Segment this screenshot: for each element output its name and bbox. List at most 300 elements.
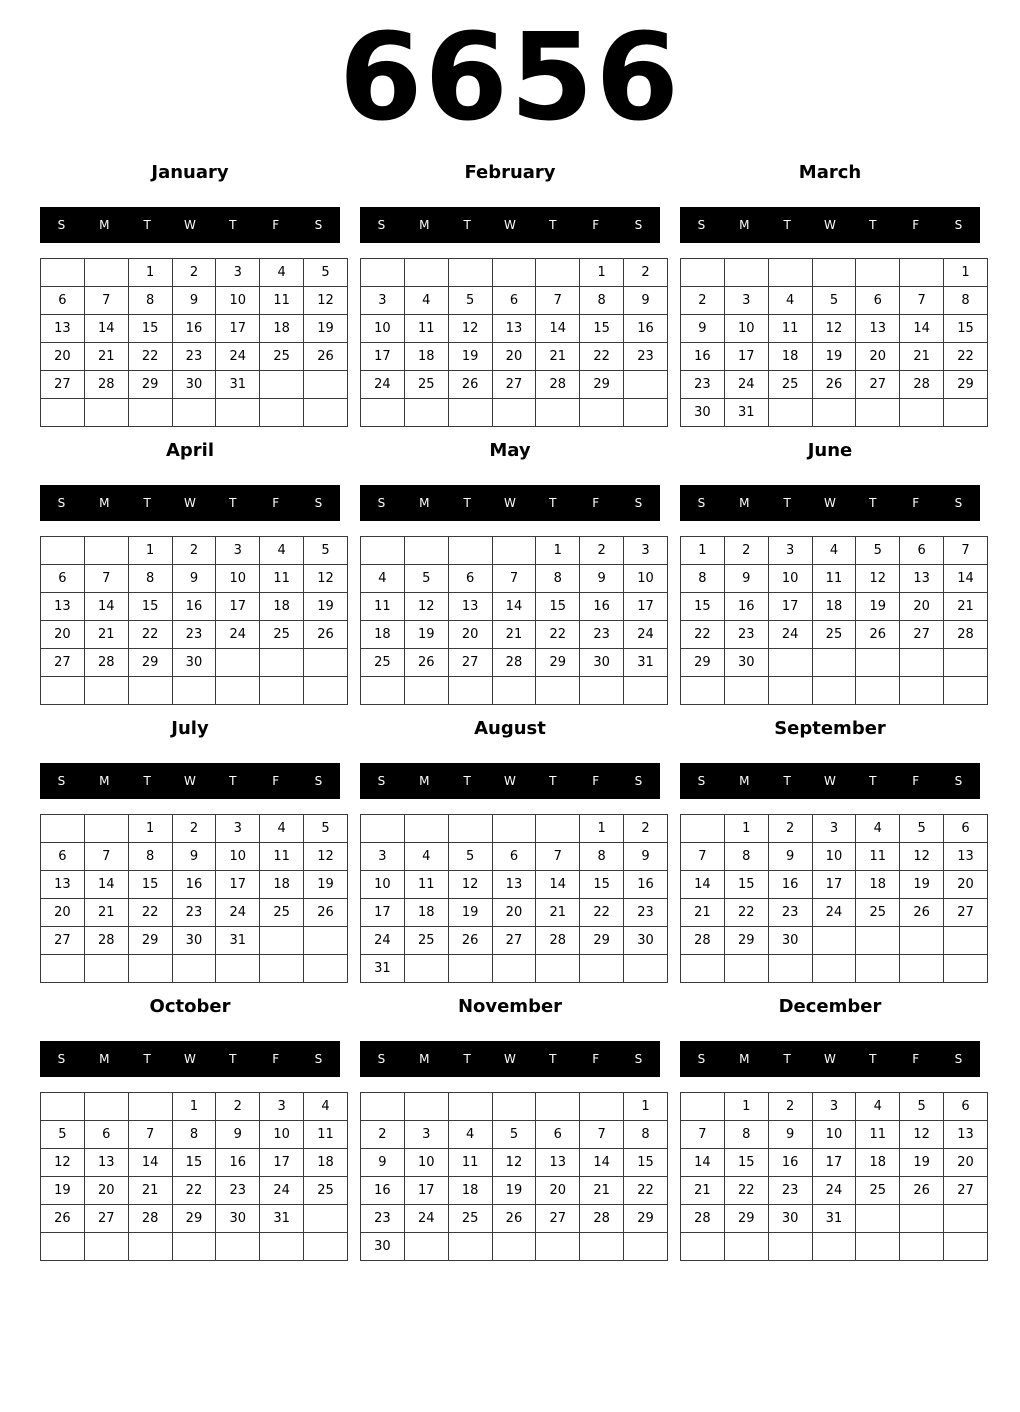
empty-cell bbox=[41, 955, 85, 983]
weekday-header bbox=[680, 763, 980, 799]
day-cell: 10 bbox=[216, 565, 260, 593]
empty-cell bbox=[84, 677, 128, 705]
day-cell: 2 bbox=[580, 537, 624, 565]
empty-cell bbox=[404, 955, 448, 983]
day-cell: 8 bbox=[172, 1121, 216, 1149]
day-cell: 20 bbox=[84, 1177, 128, 1205]
day-cell: 11 bbox=[361, 593, 405, 621]
day-cell: 24 bbox=[216, 621, 260, 649]
day-grid bbox=[360, 536, 668, 705]
month-name: September bbox=[774, 718, 886, 739]
day-cell: 20 bbox=[492, 899, 536, 927]
day-cell: 8 bbox=[580, 287, 624, 315]
day-cell: 23 bbox=[172, 343, 216, 371]
day-cell: 4 bbox=[856, 815, 900, 843]
empty-cell bbox=[404, 815, 448, 843]
weekday-label: F bbox=[272, 496, 280, 510]
day-cell: 27 bbox=[41, 649, 85, 677]
week-row bbox=[41, 537, 348, 565]
weekday-label: S bbox=[377, 218, 386, 232]
week-row bbox=[681, 955, 988, 983]
empty-cell bbox=[944, 399, 988, 427]
day-cell: 28 bbox=[536, 371, 580, 399]
day-cell: 9 bbox=[361, 1149, 405, 1177]
empty-cell bbox=[536, 815, 580, 843]
weekday-header bbox=[360, 485, 660, 521]
day-cell: 24 bbox=[260, 1177, 304, 1205]
weekday-header bbox=[680, 1041, 980, 1077]
day-cell: 7 bbox=[536, 287, 580, 315]
day-cell: 20 bbox=[41, 343, 85, 371]
empty-cell bbox=[900, 649, 944, 677]
empty-cell bbox=[536, 259, 580, 287]
empty-cell bbox=[812, 399, 856, 427]
day-cell: 22 bbox=[580, 899, 624, 927]
empty-cell bbox=[944, 955, 988, 983]
empty-cell bbox=[580, 1233, 624, 1261]
weekday-label: T bbox=[229, 774, 237, 788]
weekday-label: S bbox=[377, 496, 386, 510]
day-cell: 27 bbox=[944, 899, 988, 927]
day-cell: 31 bbox=[624, 649, 668, 677]
empty-cell bbox=[812, 259, 856, 287]
day-cell: 3 bbox=[624, 537, 668, 565]
day-cell: 18 bbox=[361, 621, 405, 649]
empty-cell bbox=[304, 927, 348, 955]
day-cell: 3 bbox=[260, 1093, 304, 1121]
day-cell: 9 bbox=[624, 843, 668, 871]
day-cell: 13 bbox=[41, 593, 85, 621]
weekday-label: F bbox=[592, 496, 600, 510]
day-cell: 5 bbox=[900, 1093, 944, 1121]
empty-cell bbox=[624, 955, 668, 983]
weekday-label: S bbox=[634, 774, 643, 788]
day-cell: 18 bbox=[404, 343, 448, 371]
day-cell: 26 bbox=[900, 899, 944, 927]
day-cell: 9 bbox=[172, 287, 216, 315]
empty-cell bbox=[812, 1233, 856, 1261]
day-cell: 25 bbox=[812, 621, 856, 649]
day-cell: 23 bbox=[724, 621, 768, 649]
day-cell: 11 bbox=[404, 871, 448, 899]
day-cell: 16 bbox=[768, 871, 812, 899]
day-cell: 28 bbox=[84, 371, 128, 399]
day-cell: 10 bbox=[812, 843, 856, 871]
day-cell: 21 bbox=[536, 899, 580, 927]
empty-cell bbox=[260, 1233, 304, 1261]
day-cell: 14 bbox=[84, 593, 128, 621]
empty-cell bbox=[492, 677, 536, 705]
weekday-label: T bbox=[143, 218, 151, 232]
empty-cell bbox=[768, 677, 812, 705]
weekday-label: F bbox=[272, 774, 280, 788]
week-row bbox=[41, 1177, 348, 1205]
day-cell: 11 bbox=[260, 287, 304, 315]
day-cell: 13 bbox=[492, 871, 536, 899]
day-cell: 21 bbox=[84, 621, 128, 649]
week-row bbox=[41, 1093, 348, 1121]
weekday-label: M bbox=[419, 218, 430, 232]
empty-cell bbox=[944, 649, 988, 677]
weekday-label: T bbox=[229, 218, 237, 232]
week-row bbox=[361, 927, 668, 955]
weekday-label: M bbox=[99, 496, 110, 510]
week-row bbox=[361, 1093, 668, 1121]
day-cell: 26 bbox=[304, 343, 348, 371]
weekday-label: T bbox=[463, 774, 471, 788]
weekday-label: M bbox=[739, 1052, 750, 1066]
day-cell: 17 bbox=[812, 1149, 856, 1177]
day-grid bbox=[680, 536, 988, 705]
empty-cell bbox=[404, 1233, 448, 1261]
empty-cell bbox=[624, 677, 668, 705]
day-cell: 21 bbox=[536, 343, 580, 371]
day-cell: 25 bbox=[304, 1177, 348, 1205]
empty-cell bbox=[580, 677, 624, 705]
week-row bbox=[41, 343, 348, 371]
day-cell: 8 bbox=[724, 843, 768, 871]
week-row bbox=[681, 621, 988, 649]
empty-cell bbox=[361, 1093, 405, 1121]
day-grid bbox=[680, 814, 988, 983]
day-cell: 28 bbox=[84, 927, 128, 955]
empty-cell bbox=[536, 399, 580, 427]
day-cell: 24 bbox=[624, 621, 668, 649]
empty-cell bbox=[304, 371, 348, 399]
empty-cell bbox=[260, 955, 304, 983]
weekday-label: M bbox=[739, 774, 750, 788]
empty-cell bbox=[724, 955, 768, 983]
day-cell: 17 bbox=[624, 593, 668, 621]
day-cell: 10 bbox=[404, 1149, 448, 1177]
day-cell: 21 bbox=[128, 1177, 172, 1205]
weekday-label: S bbox=[697, 496, 706, 510]
day-cell: 5 bbox=[448, 843, 492, 871]
week-row bbox=[361, 593, 668, 621]
day-cell: 19 bbox=[900, 1149, 944, 1177]
day-cell: 18 bbox=[260, 593, 304, 621]
day-cell: 12 bbox=[304, 843, 348, 871]
empty-cell bbox=[856, 1205, 900, 1233]
day-cell: 21 bbox=[681, 1177, 725, 1205]
weekday-label: W bbox=[184, 496, 196, 510]
day-cell: 13 bbox=[41, 315, 85, 343]
empty-cell bbox=[856, 677, 900, 705]
day-cell: 15 bbox=[128, 315, 172, 343]
day-cell: 2 bbox=[724, 537, 768, 565]
week-row bbox=[361, 1149, 668, 1177]
empty-cell bbox=[624, 1233, 668, 1261]
day-cell: 1 bbox=[128, 259, 172, 287]
day-cell: 16 bbox=[624, 871, 668, 899]
empty-cell bbox=[41, 259, 85, 287]
week-row bbox=[681, 843, 988, 871]
empty-cell bbox=[172, 677, 216, 705]
day-cell: 1 bbox=[724, 1093, 768, 1121]
empty-cell bbox=[768, 649, 812, 677]
weekday-label: S bbox=[697, 774, 706, 788]
day-cell: 6 bbox=[536, 1121, 580, 1149]
week-row bbox=[361, 399, 668, 427]
weekday-label: T bbox=[143, 1052, 151, 1066]
day-cell: 15 bbox=[580, 315, 624, 343]
day-cell: 14 bbox=[128, 1149, 172, 1177]
empty-cell bbox=[492, 259, 536, 287]
month-name: January bbox=[151, 162, 229, 183]
empty-cell bbox=[304, 1205, 348, 1233]
day-cell: 7 bbox=[84, 287, 128, 315]
weekday-label: T bbox=[549, 218, 557, 232]
empty-cell bbox=[304, 649, 348, 677]
week-row bbox=[361, 871, 668, 899]
day-cell: 14 bbox=[84, 871, 128, 899]
day-cell: 11 bbox=[856, 1121, 900, 1149]
empty-cell bbox=[448, 955, 492, 983]
empty-cell bbox=[448, 815, 492, 843]
week-row bbox=[681, 287, 988, 315]
day-cell: 26 bbox=[41, 1205, 85, 1233]
week-row bbox=[41, 955, 348, 983]
empty-cell bbox=[84, 537, 128, 565]
day-cell: 5 bbox=[492, 1121, 536, 1149]
day-cell: 30 bbox=[768, 927, 812, 955]
empty-cell bbox=[492, 815, 536, 843]
week-row bbox=[681, 1093, 988, 1121]
day-cell: 28 bbox=[900, 371, 944, 399]
empty-cell bbox=[492, 1233, 536, 1261]
empty-cell bbox=[724, 1233, 768, 1261]
day-cell: 11 bbox=[768, 315, 812, 343]
day-cell: 21 bbox=[681, 899, 725, 927]
day-cell: 31 bbox=[216, 927, 260, 955]
day-cell: 6 bbox=[492, 843, 536, 871]
weekday-label: W bbox=[824, 496, 836, 510]
day-cell: 19 bbox=[41, 1177, 85, 1205]
day-cell: 22 bbox=[128, 343, 172, 371]
day-cell: 13 bbox=[944, 843, 988, 871]
weekday-label: W bbox=[184, 218, 196, 232]
empty-cell bbox=[84, 815, 128, 843]
weekday-label: F bbox=[272, 218, 280, 232]
empty-cell bbox=[304, 1233, 348, 1261]
empty-cell bbox=[900, 1233, 944, 1261]
empty-cell bbox=[404, 1093, 448, 1121]
day-cell: 22 bbox=[580, 343, 624, 371]
day-cell: 6 bbox=[944, 1093, 988, 1121]
week-row bbox=[361, 1233, 668, 1261]
day-cell: 8 bbox=[536, 565, 580, 593]
weekday-label: M bbox=[419, 496, 430, 510]
empty-cell bbox=[681, 259, 725, 287]
month-name: February bbox=[464, 162, 556, 183]
week-row bbox=[361, 287, 668, 315]
day-cell: 29 bbox=[724, 927, 768, 955]
day-cell: 6 bbox=[944, 815, 988, 843]
weekday-label: S bbox=[57, 218, 66, 232]
day-cell: 25 bbox=[404, 371, 448, 399]
empty-cell bbox=[812, 677, 856, 705]
day-cell: 13 bbox=[448, 593, 492, 621]
empty-cell bbox=[681, 677, 725, 705]
day-cell: 19 bbox=[856, 593, 900, 621]
empty-cell bbox=[900, 927, 944, 955]
day-grid bbox=[680, 258, 988, 427]
month-name: December bbox=[778, 996, 882, 1017]
day-cell: 16 bbox=[172, 315, 216, 343]
day-cell: 2 bbox=[172, 815, 216, 843]
month-name: April bbox=[165, 440, 215, 461]
day-cell: 29 bbox=[128, 927, 172, 955]
weekday-header bbox=[40, 1041, 340, 1077]
day-cell: 24 bbox=[812, 899, 856, 927]
day-cell: 1 bbox=[724, 815, 768, 843]
weekday-label: S bbox=[634, 496, 643, 510]
day-cell: 20 bbox=[900, 593, 944, 621]
month-name: March bbox=[798, 162, 862, 183]
weekday-label: W bbox=[184, 1052, 196, 1066]
weekday-header bbox=[40, 485, 340, 521]
weekday-label: S bbox=[954, 1052, 963, 1066]
day-cell: 17 bbox=[361, 899, 405, 927]
day-cell: 13 bbox=[900, 565, 944, 593]
day-cell: 20 bbox=[41, 621, 85, 649]
weekday-label: T bbox=[869, 496, 877, 510]
weekday-label: S bbox=[314, 218, 323, 232]
day-cell: 17 bbox=[404, 1177, 448, 1205]
day-cell: 17 bbox=[724, 343, 768, 371]
empty-cell bbox=[944, 927, 988, 955]
empty-cell bbox=[84, 1233, 128, 1261]
day-cell: 11 bbox=[448, 1149, 492, 1177]
empty-cell bbox=[492, 1093, 536, 1121]
day-cell: 24 bbox=[404, 1205, 448, 1233]
week-row bbox=[361, 899, 668, 927]
weekday-label: W bbox=[504, 496, 516, 510]
month-name: November bbox=[457, 996, 563, 1017]
empty-cell bbox=[304, 677, 348, 705]
day-cell: 30 bbox=[724, 649, 768, 677]
weekday-label: W bbox=[824, 218, 836, 232]
day-cell: 19 bbox=[812, 343, 856, 371]
day-cell: 23 bbox=[580, 621, 624, 649]
day-cell: 27 bbox=[856, 371, 900, 399]
day-cell: 25 bbox=[260, 899, 304, 927]
day-grid bbox=[40, 1092, 348, 1261]
month-name: August bbox=[474, 718, 546, 739]
weekday-label: T bbox=[463, 1052, 471, 1066]
day-cell: 8 bbox=[580, 843, 624, 871]
weekday-label: F bbox=[912, 496, 920, 510]
day-cell: 19 bbox=[304, 315, 348, 343]
day-cell: 15 bbox=[172, 1149, 216, 1177]
day-grid bbox=[40, 258, 348, 427]
day-cell: 22 bbox=[128, 621, 172, 649]
week-row bbox=[361, 815, 668, 843]
day-cell: 31 bbox=[260, 1205, 304, 1233]
week-row bbox=[681, 565, 988, 593]
day-cell: 28 bbox=[536, 927, 580, 955]
day-cell: 27 bbox=[536, 1205, 580, 1233]
weekday-label: S bbox=[57, 1052, 66, 1066]
week-row bbox=[41, 843, 348, 871]
day-cell: 19 bbox=[492, 1177, 536, 1205]
day-cell: 16 bbox=[681, 343, 725, 371]
day-cell: 16 bbox=[361, 1177, 405, 1205]
weekday-label: W bbox=[824, 1052, 836, 1066]
empty-cell bbox=[900, 677, 944, 705]
empty-cell bbox=[900, 399, 944, 427]
day-cell: 21 bbox=[900, 343, 944, 371]
weekday-label: T bbox=[143, 496, 151, 510]
day-cell: 11 bbox=[404, 315, 448, 343]
day-cell: 25 bbox=[856, 1177, 900, 1205]
weekday-label: S bbox=[697, 1052, 706, 1066]
day-cell: 25 bbox=[361, 649, 405, 677]
day-cell: 7 bbox=[128, 1121, 172, 1149]
week-row bbox=[681, 537, 988, 565]
day-cell: 24 bbox=[216, 899, 260, 927]
day-cell: 3 bbox=[361, 287, 405, 315]
weekday-label: T bbox=[783, 218, 791, 232]
day-cell: 1 bbox=[681, 537, 725, 565]
day-cell: 4 bbox=[361, 565, 405, 593]
empty-cell bbox=[856, 927, 900, 955]
empty-cell bbox=[681, 955, 725, 983]
day-cell: 11 bbox=[812, 565, 856, 593]
day-cell: 5 bbox=[304, 259, 348, 287]
day-cell: 22 bbox=[128, 899, 172, 927]
weekday-header bbox=[40, 207, 340, 243]
day-cell: 27 bbox=[492, 927, 536, 955]
week-row bbox=[361, 259, 668, 287]
empty-cell bbox=[536, 1093, 580, 1121]
empty-cell bbox=[900, 955, 944, 983]
empty-cell bbox=[216, 399, 260, 427]
day-cell: 23 bbox=[216, 1177, 260, 1205]
day-cell: 4 bbox=[404, 843, 448, 871]
day-cell: 6 bbox=[41, 565, 85, 593]
week-row bbox=[361, 565, 668, 593]
day-cell: 11 bbox=[260, 565, 304, 593]
empty-cell bbox=[768, 1233, 812, 1261]
day-cell: 7 bbox=[944, 537, 988, 565]
empty-cell bbox=[448, 1233, 492, 1261]
day-cell: 8 bbox=[681, 565, 725, 593]
day-cell: 4 bbox=[304, 1093, 348, 1121]
empty-cell bbox=[812, 649, 856, 677]
day-cell: 18 bbox=[448, 1177, 492, 1205]
day-cell: 3 bbox=[724, 287, 768, 315]
day-cell: 9 bbox=[768, 843, 812, 871]
weekday-label: M bbox=[419, 774, 430, 788]
weekday-label: M bbox=[99, 218, 110, 232]
empty-cell bbox=[84, 259, 128, 287]
empty-cell bbox=[580, 399, 624, 427]
day-cell: 25 bbox=[856, 899, 900, 927]
month-name: October bbox=[149, 996, 231, 1017]
day-cell: 1 bbox=[128, 537, 172, 565]
week-row bbox=[41, 899, 348, 927]
day-cell: 17 bbox=[812, 871, 856, 899]
day-cell: 27 bbox=[900, 621, 944, 649]
empty-cell bbox=[404, 537, 448, 565]
week-row bbox=[361, 1177, 668, 1205]
day-cell: 26 bbox=[448, 371, 492, 399]
day-cell: 2 bbox=[624, 815, 668, 843]
empty-cell bbox=[128, 1233, 172, 1261]
day-cell: 9 bbox=[768, 1121, 812, 1149]
empty-cell bbox=[944, 1205, 988, 1233]
